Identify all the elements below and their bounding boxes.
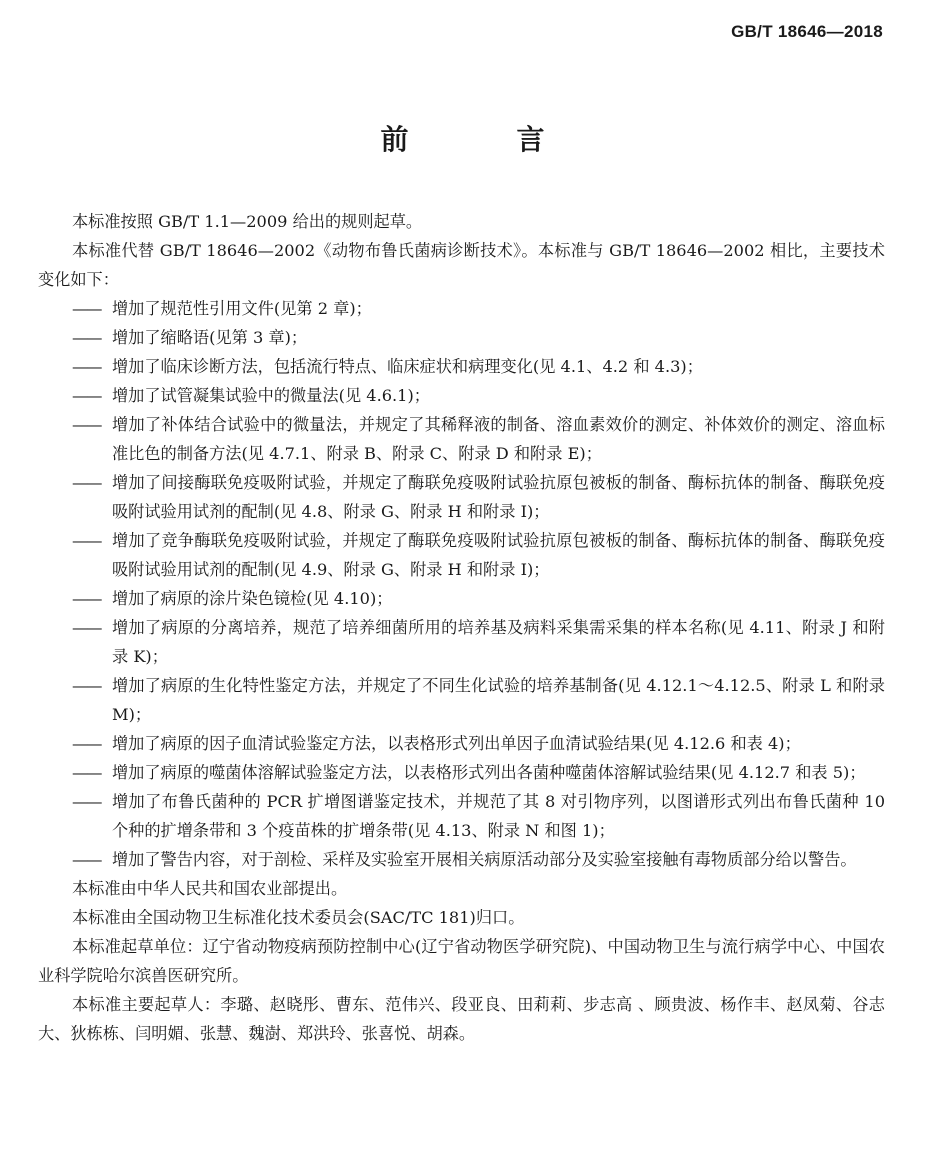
list-item: —— 增加了病原的生化特性鉴定方法，并规定了不同生化试验的培养基制备(见 4.12.1～4.12.5、附录 L 和附录 M)； [72,676,885,724]
paragraph-centralizer: 本标准由全国动物卫生标准化技术委员会(SAC/TC 181)归口。 [72,908,525,927]
standard-number: GB/T 18646—2018 [731,22,883,41]
changes-list [0,294,925,874]
list-item: —— 增加了补体结合试验中的微量法，并规定了其稀释液的制备、溶血素效价的测定、补体效价的测定、溶血标准比色的制备方法(见 4.7.1、附录 B、附录 C、附录 D 和附录 E)； [72,415,885,463]
list-item: —— 增加了布鲁氏菌种的 PCR 扩增图谱鉴定技术，并规范了其 8 对引物序列，以图谱形式列出布鲁氏菌种 10 个种的扩增条带和 3 个疫苗株的扩增条带(见 4.13、附录 N 和图 1)； [72,792,885,840]
paragraph-drafters: 本标准主要起草人：李璐、赵晓彤、曹东、范伟兴、段亚良、田莉莉、步志高 、顾贵波、杨作丰、赵凤菊、谷志大、狄栋栋、闫明媚、张慧、魏澍、郑洪玲、张喜悦、胡森。 [38,995,885,1043]
list-item: —— 增加了警告内容，对于剖检、采样及实验室开展相关病原活动部分及实验室接触有毒物质部分给以警告。 [72,850,857,869]
list-item: —— 增加了试管凝集试验中的微量法(见 4.6.1)； [72,386,430,405]
paragraph-replacement: 本标准代替 GB/T 18646—2002《动物布鲁氏菌病诊断技术》。本标准与 GB/T 18646—2002 相比，主要技术变化如下： [38,241,885,289]
list-item: —— 增加了病原的噬菌体溶解试验鉴定方法，以表格形式列出各菌种噬菌体溶解试验结果(见 4.12.7 和表 5)； [72,763,866,782]
list-item: —— 增加了间接酶联免疫吸附试验，并规定了酶联免疫吸附试验抗原包被板的制备、酶标抗体的制备、酶联免疫吸附试验用试剂的配制(见 4.8、附录 G、附录 H 和附录 I)； [72,473,885,521]
list-item: —— 增加了缩略语(见第 3 章)； [72,328,308,347]
page-title: 前 言 [380,123,585,156]
list-item: —— 增加了临床诊断方法，包括流行特点、临床症状和病理变化(见 4.1、4.2 和 4.3)； [72,357,703,376]
document-body [0,207,925,1048]
list-item: —— 增加了病原的涂片染色镜检(见 4.10)； [72,589,393,608]
list-item: —— 增加了病原的分离培养，规范了培养细菌所用的培养基及病料采集需采集的样本名称(见 4.11、附录 J 和附录 K)； [72,618,885,666]
paragraph-drafting-rules: 本标准按照 GB/T 1.1—2009 给出的规则起草。 [72,212,423,231]
list-item: —— 增加了规范性引用文件(见第 2 章)； [72,299,372,318]
paragraph-drafting-units: 本标准起草单位：辽宁省动物疫病预防控制中心(辽宁省动物医学研究院)、中国动物卫生与流行病学中心、中国农业科学院哈尔滨兽医研究所。 [38,937,885,985]
list-item: —— 增加了病原的因子血清试验鉴定方法，以表格形式列出单因子血清试验结果(见 4.12.6 和表 4)； [72,734,801,753]
list-item: —— 增加了竞争酶联免疫吸附试验，并规定了酶联免疫吸附试验抗原包被板的制备、酶标抗体的制备、酶联免疫吸附试验用试剂的配制(见 4.9、附录 G、附录 H 和附录 I)； [72,531,885,579]
paragraph-proposer: 本标准由中华人民共和国农业部提出。 [72,879,348,898]
